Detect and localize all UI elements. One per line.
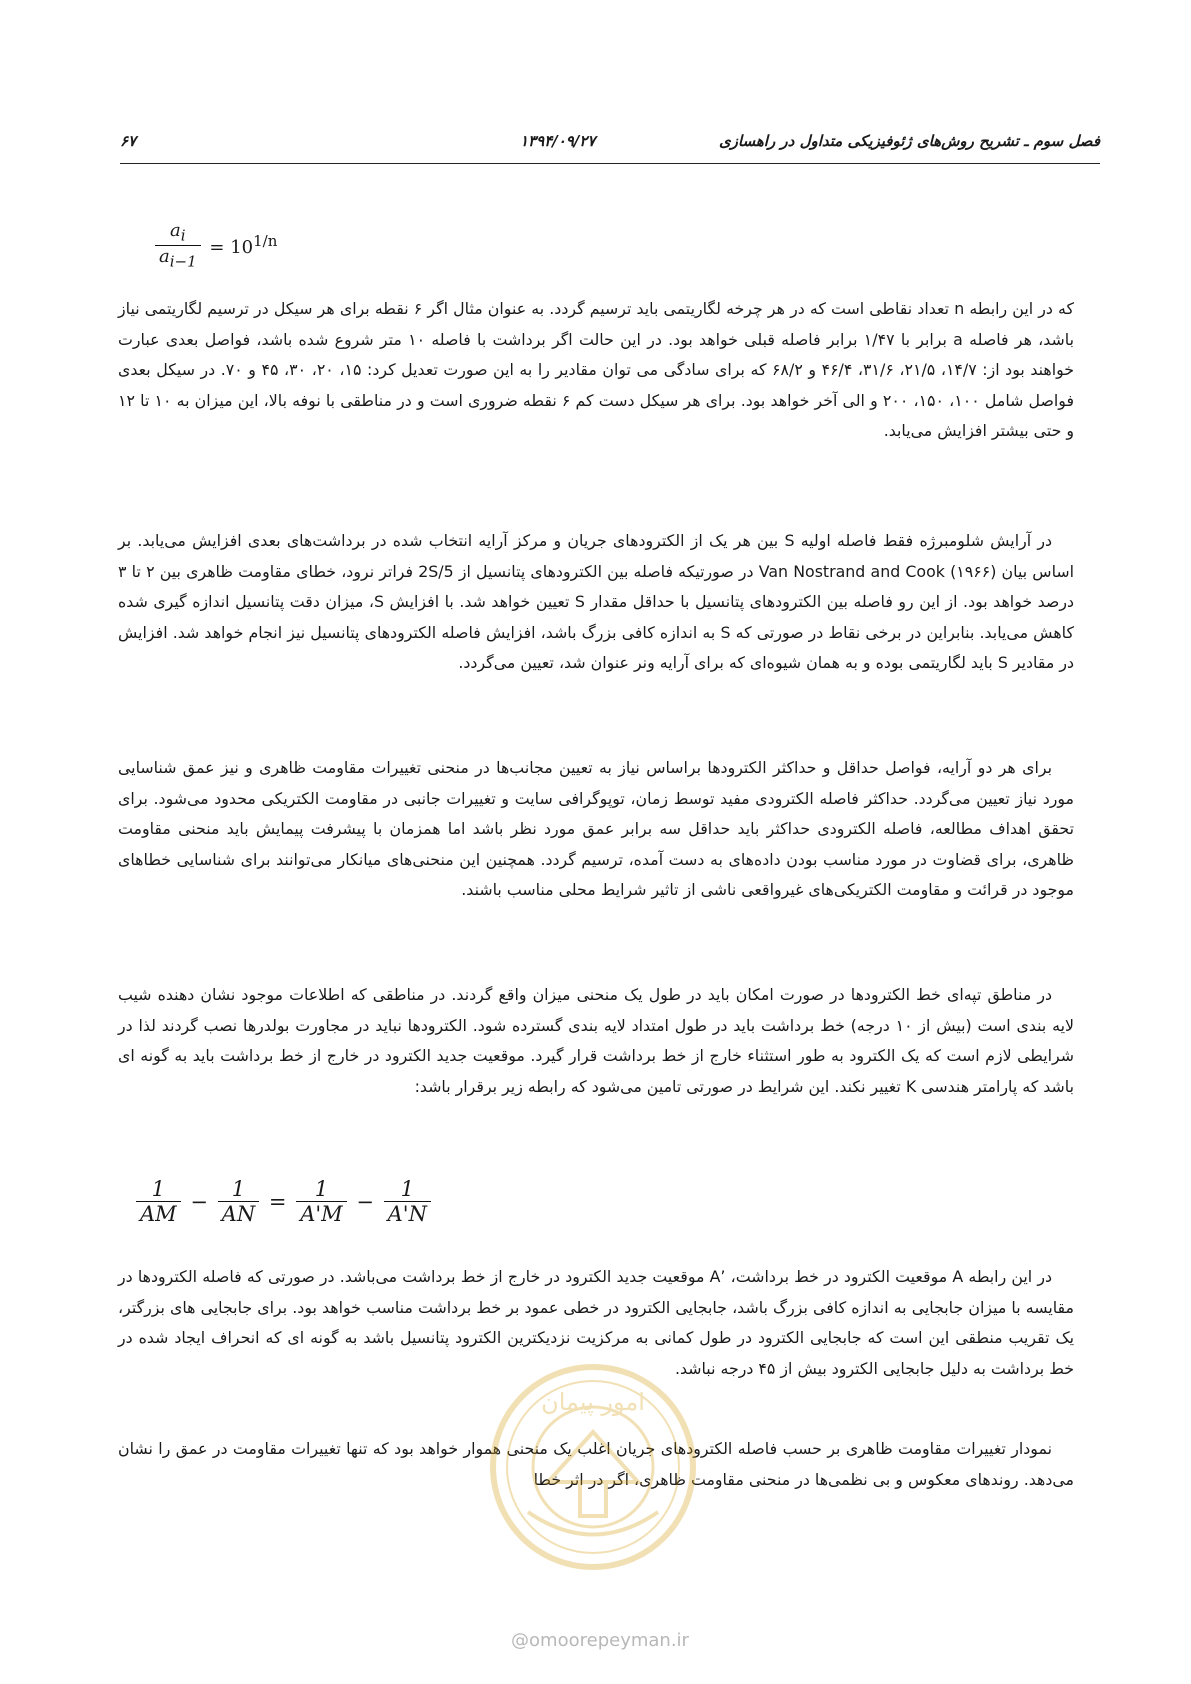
eq2-den-1: AM [140,1202,177,1226]
eq2-fraction-1 [136,1177,181,1226]
eq2-den-4: A'N [387,1202,427,1226]
paragraph-1 [118,294,1074,447]
eq1-numerator-sub: i [180,226,186,245]
header-date: ۱۳۹۴/۰۹/۲۷ [520,132,596,150]
eq1-numerator: a [170,220,181,241]
watermark-seal-logo [488,1362,698,1572]
minus-sign: − [190,1189,208,1214]
eq1-denominator-sub: i−1 [169,252,197,271]
paragraph-2-text: در آرایش شلومبرژه فقط فاصله اولیه S بین هر یک از الکترودهای جریان و مرکز آرایه انتخاب شده در برداشت‌های بعدی افزایش می‌یابد. بر اساس بیان Van Nostrand and Cook (۱۹۶۶) در صورتیکه فاصله بین الکترودهای پتانسیل از 2S/5 فراتر نرود، خطای مقاومت ظاهری بین ۲ تا ۳ درصد خواهد بود. از این رو فاصله بین الکترودهای پتانسیل با حداقل مقدار S تعیین خواهد شد. با افزایش S، میزان دقت پتانسیل اندازه گیری شده کاهش می‌یابد. بنابراین در برخی نقاط در صورتی که S به اندازه کافی بزرگ باشد، افزایش فاصله الکترودهای پتانسیل نیز انجام خواهد شد. افزایش در مقادیر S باید لگاریتمی بوده و به همان شیوه‌ای که برای آرایه ونر عنوان شد، تعیین می‌گردد. [118,531,1075,672]
equation-3-9 [155,220,280,270]
paragraph-6-text: نمودار تغییرات مقاومت ظاهری بر حسب فاصله الکترودهای جریان اغلب یک منحنی هموار خواهد بود که تنها تغییرات مقاومت در عمق را نشان می‌دهد. روندهای معکوس و بی نظمی‌ها در منحنی مقاومت ظاهری، اگر در اثر خطا [118,1439,1074,1489]
paragraph-1-text: که در این رابطه n تعداد نقاطی است که در هر چرخه لگاریتمی باید ترسیم گردد. به عنوان مثال اگر ۶ نقطه برای هر سیکل در ترسیم لگاریتمی نیاز باشد، هر فاصله a برابر با ۱/۴۷ برابر فاصله قبلی خواهد بود. در این حالت اگر برداشت با فاصله ۱۰ متر شروع شده باشد، فواصل بعدی عبارت خواهند بود از: ۱۴/۷، ۲۱/۵، ۳۱/۶، ۴۶/۴ و ۶۸/۲ که برای سادگی می توان مقادیر را به این صورت تعدیل کرد: ۱۵، ۲۰، ۳۰، ۴۵ و ۷۰. در سیکل بعدی فواصل شامل ۱۰۰، ۱۵۰، ۲۰۰ و الی آخر خواهد بود. برای هر سیکل دست کم ۶ نقطه ضروری است و در مناطقی با نوفه بالا، این میزان به ۱۰ تا ۱۲ و حتی بیشتر افزایش می‌یابد. [118,299,1075,440]
equation-fraction [155,220,201,270]
eq2-num-4: 1 [384,1177,431,1202]
eq2-num-2: 1 [218,1177,260,1202]
eq1-rhs-exponent: 1/n [253,232,278,251]
watermark-site: @omoorepeyman.ir [511,1630,689,1651]
equation-1-10 [136,1177,431,1226]
paragraph-3 [118,753,1074,906]
seal-text: امور پیمان [541,1388,645,1416]
minus-sign: − [356,1189,374,1214]
eq2-num-3: 1 [296,1177,346,1202]
running-header [120,130,1100,156]
paragraph-2 [118,526,1074,679]
eq2-den-2: AN [221,1202,256,1226]
page-number: ۶۷ [120,132,137,150]
eq2-den-3: A'M [300,1202,343,1226]
eq1-denominator: a [159,245,170,267]
paragraph-3-text: برای هر دو آرایه، فواصل حداقل و حداکثر الکترودها براساس نیاز به تعیین مجانب‌ها در منحنی تغییرات مقاومت ظاهری و نیز عمق شناسایی مورد نیاز تعیین می‌گردد. حداکثر فاصله الکترودی مفید توسط زمان، توپوگرافی سایت و تغییرات جانبی در مقاومت الکتریکی محدود می‌شود. برای تحقق اهداف مطالعه، فاصله الکترودی حداکثر باید حداقل سه برابر عمق مورد نظر باشد اما همزمان با پیشرفت پیمایش باید منحنی مقاومت ظاهری، برای قضاوت در مورد مناسب بودن داده‌های به دست آمده، ترسیم گردد. همچنین این منحنی‌های میانکار می‌توانند برای شناسایی خطاهای موجود در قرائت و مقاومت الکتریکی‌های غیرواقعی ناشی از تاثیر شرایط محلی مناسب باشند. [118,758,1074,899]
header-rule [120,163,1100,164]
chapter-title: فصل سوم ـ تشریح روش‌های ژئوفیزیکی متداول در راهسازی [718,132,1100,150]
paragraph-4-text: در مناطق تپه‌ای خط الکترودها در صورت امکان باید در طول یک منحنی میزان واقع گردند. در مناطقی که اطلاعات موجود نشان دهنده شیب لایه بندی است (بیش از ۱۰ درجه) خط برداشت باید در طول امتداد لایه بندی گسترده شود. الکترودها نباید در مجاورت بولدرها نصب گردند لذا در شرایطی لازم است که یک الکترود به طور استثناء خارج از خط برداشت قرار گیرد. موقعیت جدید الکترود در خارج از خط برداشت باید به گونه ای باشد که پارامتر هندسی K تغییر نکند. این شرایط در صورتی تامین می‌شود که رابطه زیر برقرار باشد: [118,985,1075,1096]
eq2-fraction-3 [296,1177,346,1226]
paragraph-4 [118,980,1074,1102]
equals-sign: = [268,1189,287,1214]
eq1-rhs [209,232,277,258]
eq2-fraction-2 [218,1177,260,1226]
eq2-fraction-4 [384,1177,431,1226]
eq1-rhs-base: = 10 [209,237,254,259]
paragraph-5-text: در این رابطه A موقعیت الکترود در خط برداشت، ’A موقعیت جدید الکترود در خارج از خط برداشت می‌باشد. در صورتی که فاصله الکترودها در مقایسه با میزان جابجایی به اندازه کافی بزرگ باشد، جابجایی الکترود در خطی عمود بر خط برداشت مناسب خواهد بود. برای جابجایی های بزرگتر، یک تقریب منطقی این است که جابجایی الکترود در طول کمانی به مرکزیت نزدیکترین الکترود پتانسیل باشد به گونه ای که انحراف ایجاد شده در خط برداشت به دلیل جابجایی الکترود بیش از ۴۵ درجه نباشد. [118,1267,1074,1378]
eq2-num-1: 1 [136,1177,181,1202]
